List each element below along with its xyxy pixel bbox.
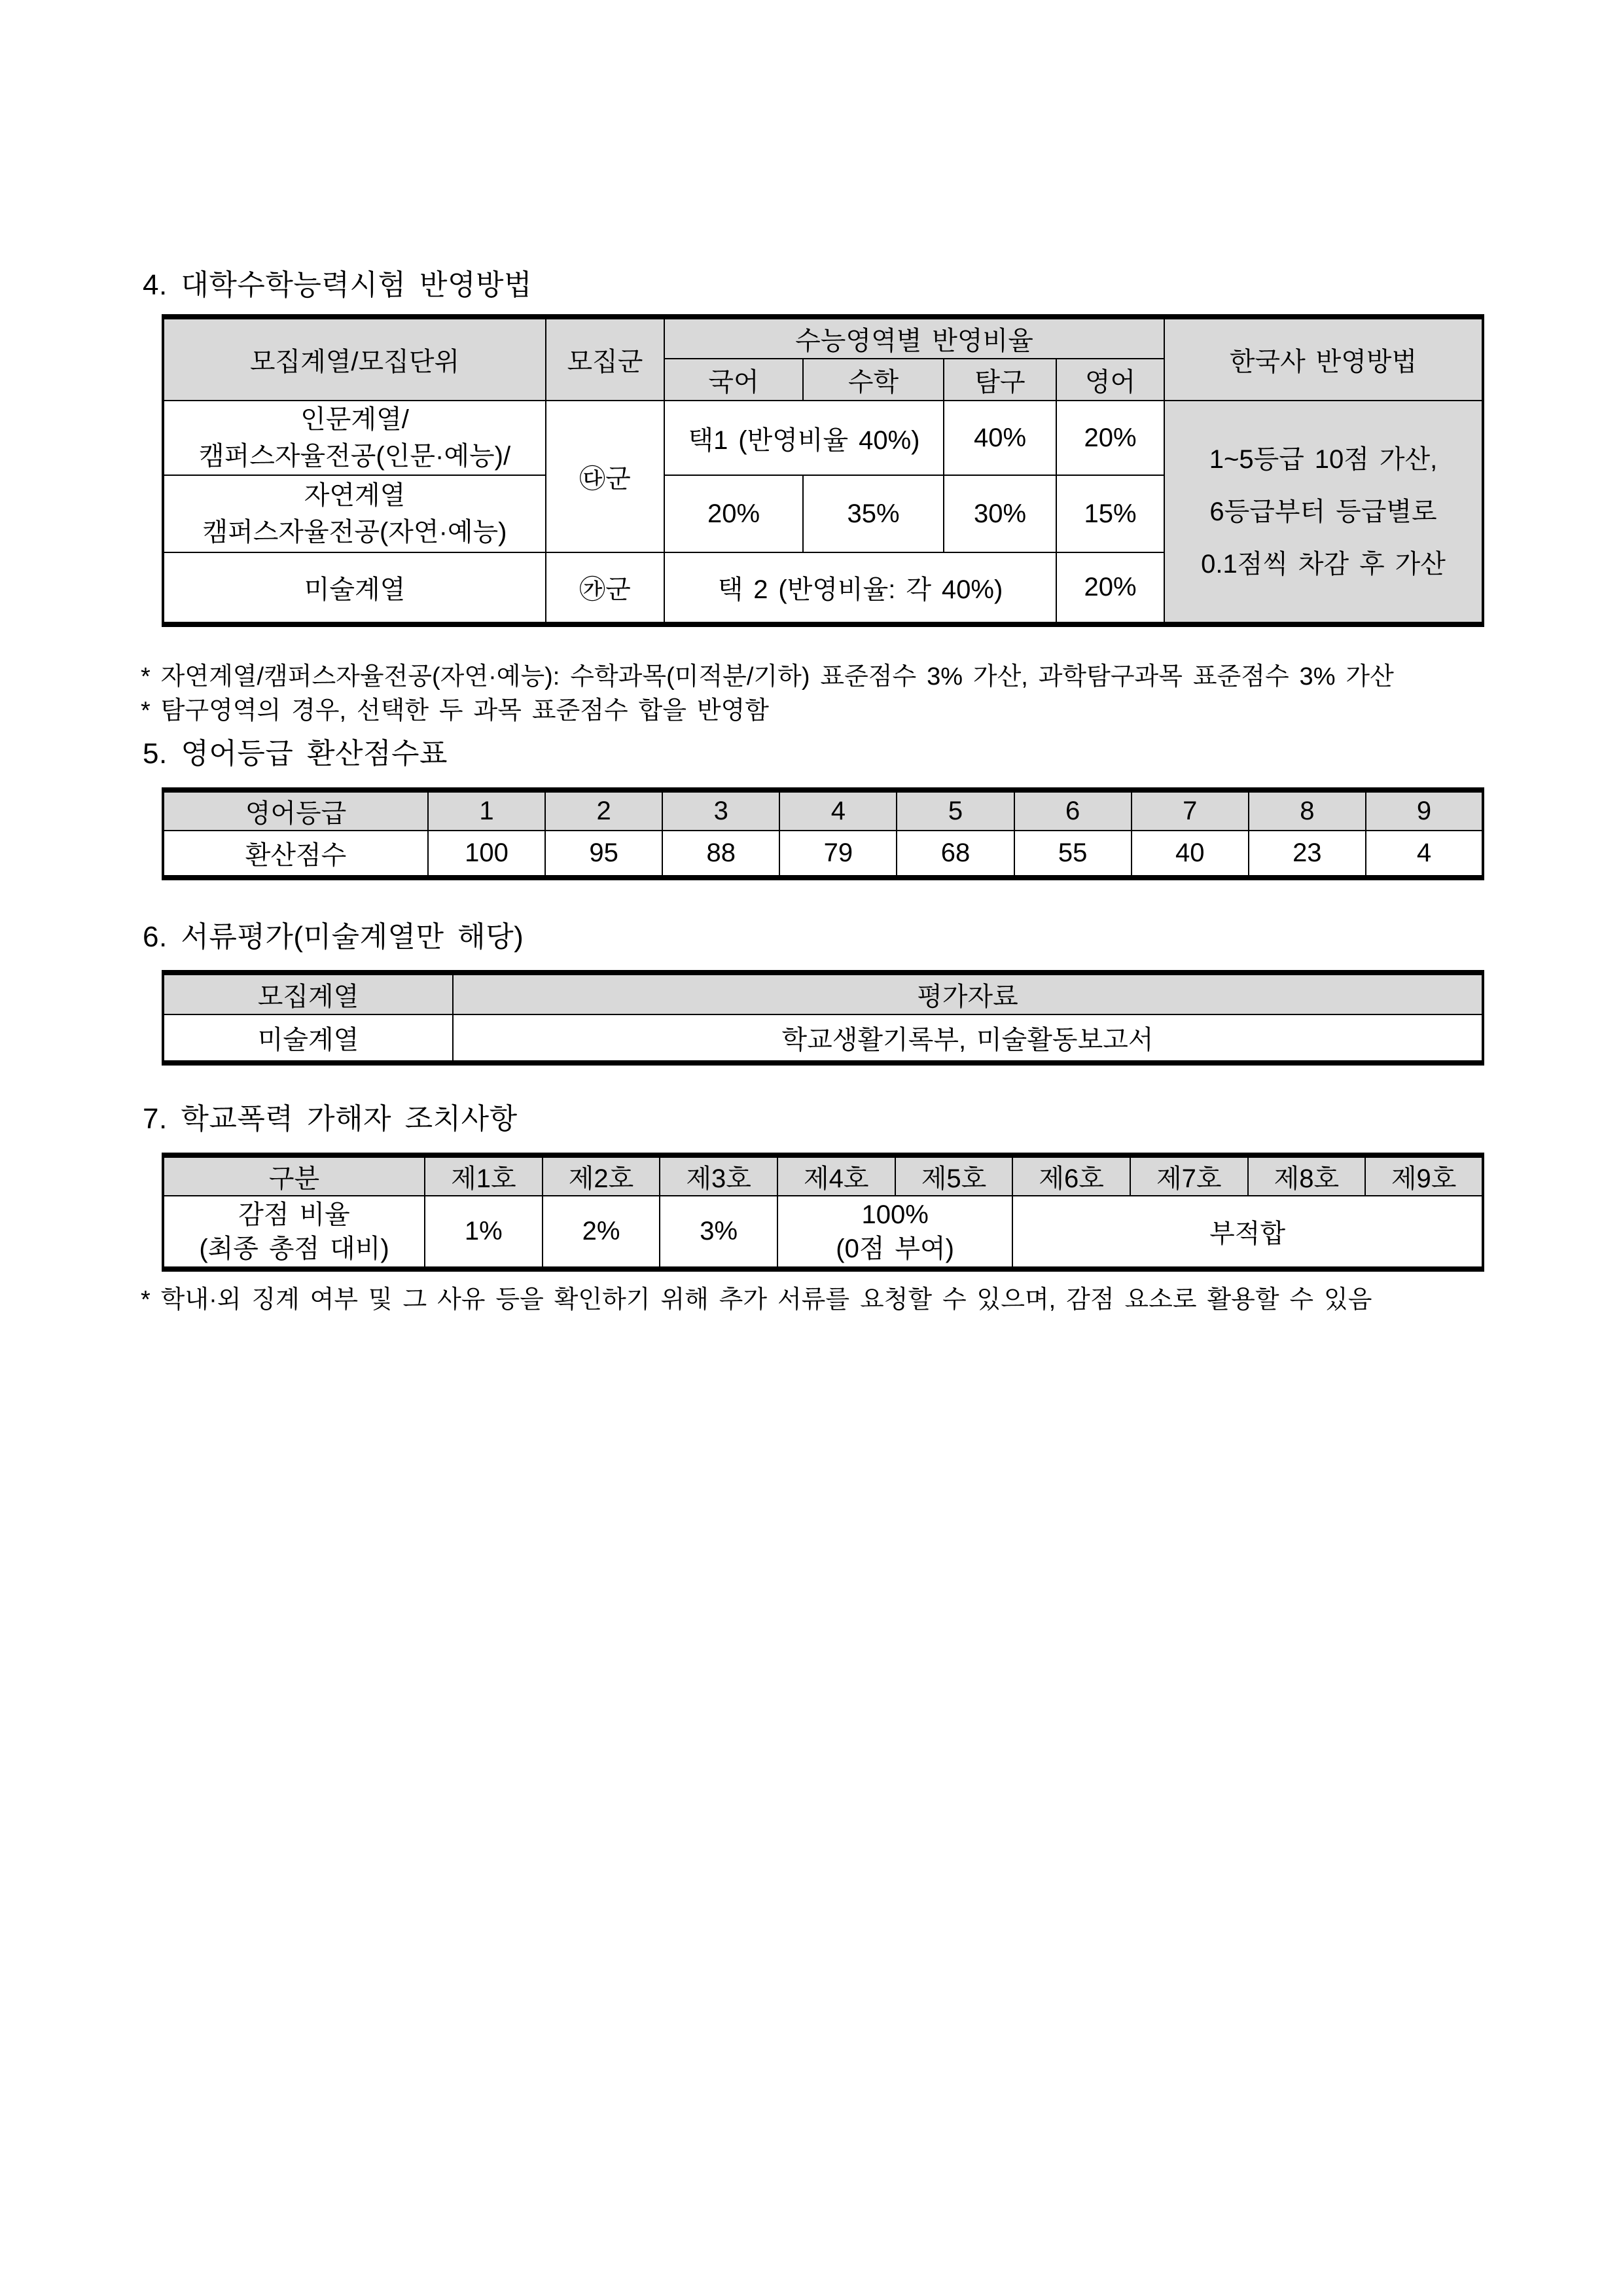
header-item-2: 제2호 <box>543 1155 660 1196</box>
section4-footnotes <box>141 660 1394 728</box>
cell-group-da: ㉰군 <box>546 401 664 552</box>
cell-evaluation-material: 학교생활기록부, 미술활동보고서 <box>453 1014 1483 1063</box>
cell-major-natural <box>163 475 546 552</box>
grade-6: 6 <box>1014 790 1132 831</box>
grade-5: 5 <box>897 790 1014 831</box>
grade-4: 4 <box>779 790 897 831</box>
cell-natural-tamgu: 30% <box>944 475 1056 552</box>
score-5: 68 <box>897 831 1014 878</box>
korean-history-note-line1: 1~5등급 10점 가산, <box>1209 444 1438 474</box>
header-subject-math: 수학 <box>803 359 944 401</box>
cell-penalty-6-9: 부적합 <box>1012 1196 1483 1269</box>
header-item-8: 제8호 <box>1248 1155 1366 1196</box>
grade-9: 9 <box>1366 790 1483 831</box>
penalty-label-line1: 감점 비율 <box>238 1200 350 1229</box>
grade-7: 7 <box>1132 790 1249 831</box>
cell-natural-korean: 20% <box>664 475 803 552</box>
penalty-label-line2: (최종 총점 대비) <box>199 1234 389 1263</box>
cell-art-major: 미술계열 <box>163 1014 453 1063</box>
grade-3: 3 <box>662 790 779 831</box>
cell-penalty-4-5 <box>777 1196 1012 1269</box>
grade-2: 2 <box>545 790 662 831</box>
major-humanities-line1: 인문계열/ <box>300 405 409 434</box>
footnote-tamgu-sum: * 탐구영역의 경우, 선택한 두 과목 표준점수 합을 반영함 <box>141 697 769 725</box>
score-6: 55 <box>1014 831 1132 878</box>
header-evaluation-material: 평가자료 <box>453 973 1483 1014</box>
cell-natural-english: 15% <box>1056 475 1164 552</box>
cell-humanities-tamgu: 40% <box>944 401 1056 475</box>
penalty-4-5-line1: 100% <box>861 1200 929 1229</box>
grade-8: 8 <box>1249 790 1366 831</box>
cell-major-humanities <box>163 401 546 475</box>
penalty-4-5-line2: (0점 부여) <box>836 1234 954 1263</box>
cell-humanities-korean-math: 택1 (반영비율 40%) <box>664 401 944 475</box>
label-conversion-score: 환산점수 <box>163 831 428 878</box>
header-csat-ratio: 수능영역별 반영비율 <box>664 317 1164 359</box>
header-subject-english: 영어 <box>1056 359 1164 401</box>
major-humanities-line2: 캠퍼스자율전공(인문·예능)/ <box>198 442 511 471</box>
score-2: 95 <box>545 831 662 878</box>
footnote-math-bonus: * 자연계열/캠퍼스자율전공(자연·예능): 수학과목(미적분/기하) 표준점수 3% 가산, 과학탐구과목 표준점수 3% 가산 <box>141 663 1394 691</box>
header-item-6: 제6호 <box>1012 1155 1130 1196</box>
footnote-discipline-check: * 학내·외 징계 여부 및 그 사유 등을 확인하기 위해 추가 서류를 요청할 수 있으며, 감점 요소로 활용할 수 있음 <box>141 1286 1372 1314</box>
cell-art-select: 택 2 (반영비율: 각 40%) <box>664 552 1056 624</box>
score-4: 79 <box>779 831 897 878</box>
header-item-5: 제5호 <box>895 1155 1013 1196</box>
cell-penalty-label <box>163 1196 425 1269</box>
cell-penalty-2: 2% <box>543 1196 660 1269</box>
english-grade-conversion-table <box>162 787 1484 880</box>
cell-major-art: 미술계열 <box>163 552 546 624</box>
cell-group-ga: ㉮군 <box>546 552 664 624</box>
section6-heading: 6. 서류평가(미술계열만 해당) <box>143 921 524 953</box>
header-korean-history: 한국사 반영방법 <box>1164 317 1483 401</box>
major-natural-line1: 자연계열 <box>304 481 406 510</box>
csat-reflection-table <box>162 314 1484 627</box>
section7-footnote-block <box>141 1283 1372 1317</box>
section7-heading: 7. 학교폭력 가해자 조치사항 <box>143 1103 518 1135</box>
header-group: 모집군 <box>546 317 664 401</box>
section5-heading: 5. 영어등급 환산점수표 <box>143 738 448 770</box>
cell-penalty-1: 1% <box>425 1196 543 1269</box>
major-natural-line2: 캠퍼스자율전공(자연·예능) <box>202 518 507 547</box>
korean-history-note-line2: 6등급부터 등급별로 <box>1209 497 1437 526</box>
school-violence-penalty-table <box>162 1153 1484 1272</box>
header-english-grade: 영어등급 <box>163 790 428 831</box>
cell-penalty-3: 3% <box>660 1196 777 1269</box>
section4-heading: 4. 대학수학능력시험 반영방법 <box>143 269 533 301</box>
cell-humanities-english: 20% <box>1056 401 1164 475</box>
header-recruit-major: 모집계열 <box>163 973 453 1014</box>
score-9: 4 <box>1366 831 1483 878</box>
header-major: 모집계열/모집단위 <box>163 317 546 401</box>
cell-korean-history-note <box>1164 401 1483 624</box>
score-3: 88 <box>662 831 779 878</box>
header-category: 구분 <box>163 1155 425 1196</box>
korean-history-note-line3: 0.1점씩 차감 후 가산 <box>1201 549 1446 579</box>
header-item-1: 제1호 <box>425 1155 543 1196</box>
cell-art-english: 20% <box>1056 552 1164 624</box>
grade-1: 1 <box>428 790 545 831</box>
score-7: 40 <box>1132 831 1249 878</box>
header-item-7: 제7호 <box>1130 1155 1248 1196</box>
score-8: 23 <box>1249 831 1366 878</box>
score-1: 100 <box>428 831 545 878</box>
header-subject-tamgu: 탐구 <box>944 359 1056 401</box>
document-evaluation-table <box>162 970 1484 1066</box>
cell-natural-math: 35% <box>803 475 944 552</box>
header-subject-korean: 국어 <box>664 359 803 401</box>
header-item-9: 제9호 <box>1365 1155 1483 1196</box>
header-item-4: 제4호 <box>777 1155 895 1196</box>
header-item-3: 제3호 <box>660 1155 777 1196</box>
